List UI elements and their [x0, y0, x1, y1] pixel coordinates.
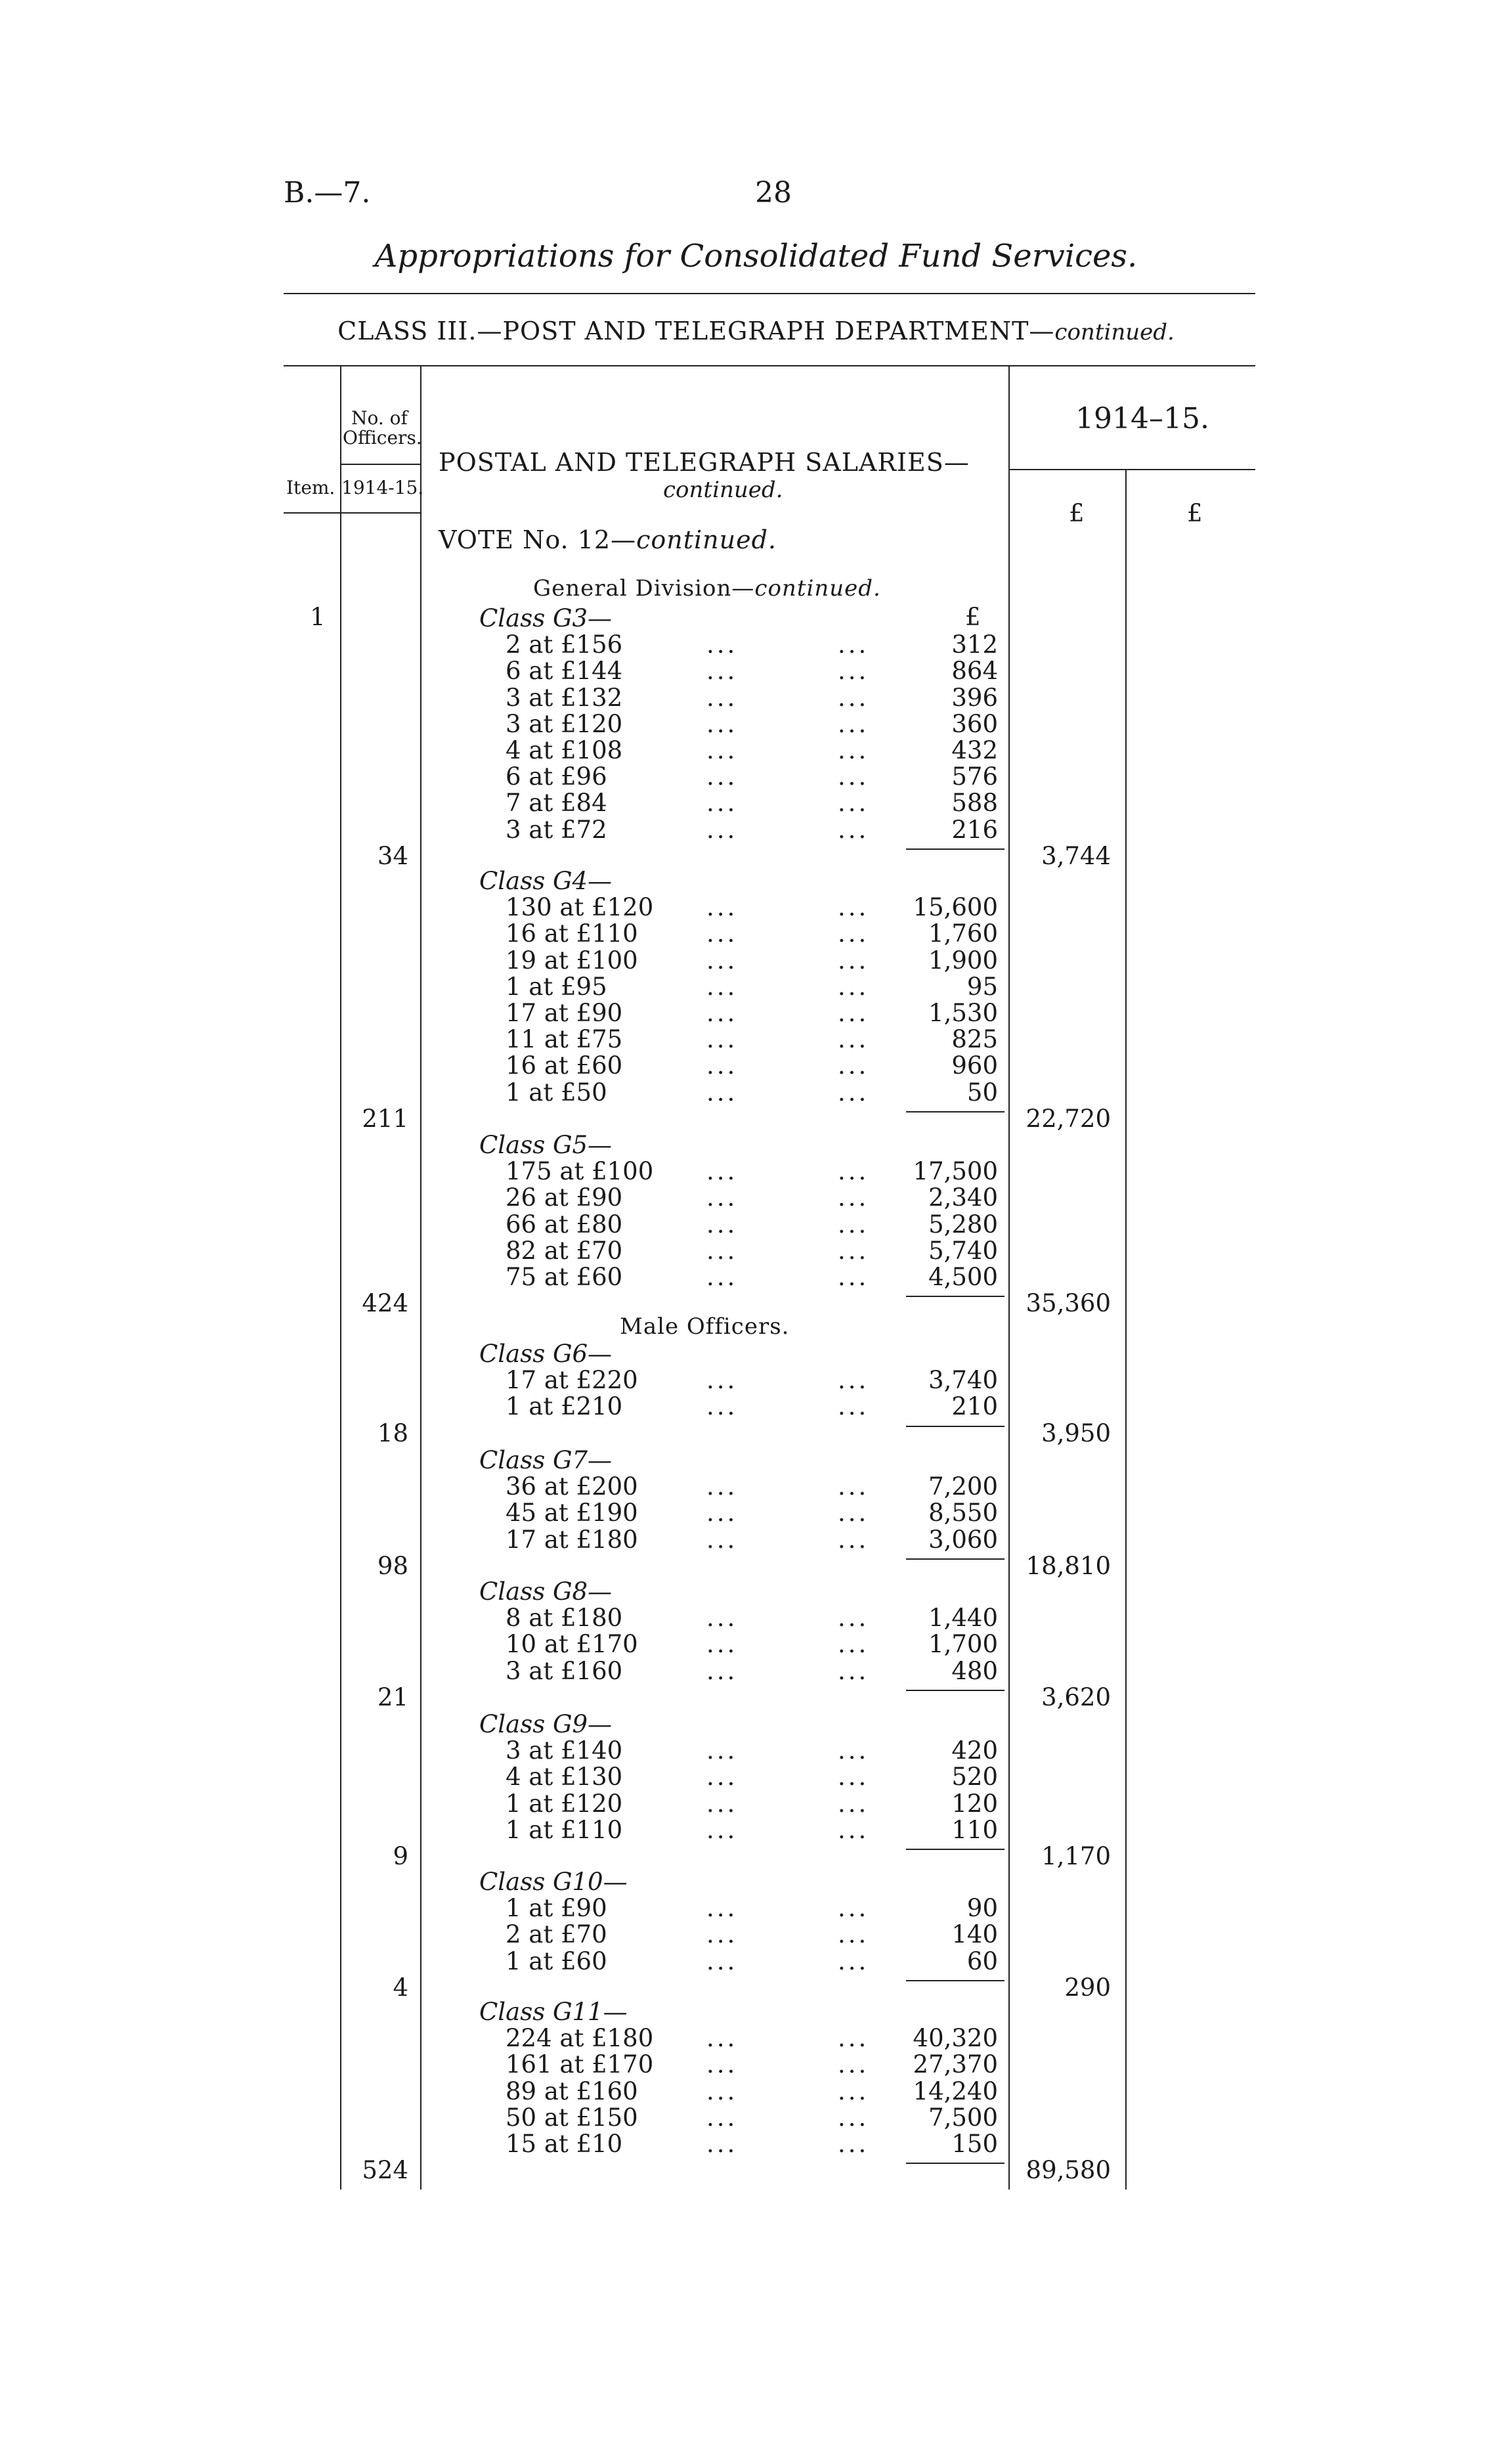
class-heading-suffix: continued. [1054, 319, 1175, 345]
rate-amount: 825 [951, 1025, 998, 1054]
rate-line: 6 at £144 [506, 657, 623, 686]
rate-line: 66 at £80 [506, 1210, 623, 1239]
subtotal-rule [906, 1849, 1004, 1850]
subtotal-rule [906, 1426, 1004, 1427]
rate-line: 3 at £72 [506, 815, 607, 844]
leader-dots: ... [838, 1025, 869, 1054]
leader-dots: ... [838, 630, 869, 659]
rate-amount: 110 [951, 1815, 998, 1844]
leader-dots: ... [706, 736, 738, 764]
rate-amount: 60 [966, 1947, 998, 1975]
amount-col-left-rule [1008, 366, 1010, 2190]
leader-dots: ... [706, 1183, 738, 1212]
rate-amount: 3,060 [928, 1525, 998, 1554]
rate-line: 11 at £75 [506, 1025, 623, 1054]
rate-amount: 210 [951, 1392, 998, 1421]
leader-dots: ... [838, 1157, 869, 1186]
leader-dots: ... [838, 2130, 869, 2158]
class-label: Class G8— [479, 1577, 613, 1606]
rate-amount: 95 [966, 972, 998, 1001]
rate-line: 161 at £170 [506, 2050, 654, 2079]
leader-dots: ... [706, 762, 738, 791]
leader-dots: ... [838, 1656, 869, 1685]
leader-dots: ... [706, 2050, 738, 2079]
leader-dots: ... [706, 1051, 738, 1080]
rate-line: 82 at £70 [506, 1236, 623, 1265]
title-rule [284, 293, 1255, 294]
rate-amount: 960 [951, 1051, 998, 1080]
page-number: 28 [755, 176, 792, 209]
leader-dots: ... [706, 946, 738, 975]
rate-line: 4 at £108 [506, 736, 623, 764]
rate-amount: 140 [951, 1920, 998, 1949]
rate-line: 175 at £100 [506, 1157, 654, 1186]
class-label: Class G10— [479, 1868, 628, 1896]
leader-dots: ... [838, 972, 869, 1001]
leader-dots: ... [706, 1789, 738, 1818]
leader-dots: ... [838, 1630, 869, 1659]
col-header-pound-1: £ [1069, 499, 1085, 527]
leader-dots: ... [838, 1210, 869, 1239]
class-label: Class G6— [479, 1340, 613, 1368]
rate-amount: 432 [951, 736, 998, 764]
rate-amount: 576 [951, 762, 998, 791]
rate-amount: 4,500 [928, 1263, 998, 1291]
male-officers-heading: Male Officers. [620, 1313, 790, 1340]
leader-dots: ... [706, 1025, 738, 1054]
subtotal-rule [906, 1690, 1004, 1691]
rate-line: 2 at £156 [506, 630, 623, 659]
rate-amount: 588 [951, 789, 998, 818]
officer-count: 21 [377, 1683, 408, 1711]
rate-line: 1 at £210 [506, 1392, 623, 1421]
rate-line: 19 at £100 [506, 946, 638, 975]
division-heading-suffix: continued. [754, 575, 881, 602]
rate-line: 3 at £160 [506, 1656, 623, 1685]
rate-amount: 2,340 [928, 1183, 998, 1212]
rate-amount: 150 [951, 2130, 998, 2158]
rate-amount: 520 [951, 1763, 998, 1792]
leader-dots: ... [838, 709, 869, 738]
officers-col-left-rule [340, 366, 341, 2190]
leader-dots: ... [706, 2024, 738, 2053]
leader-dots: ... [706, 1366, 738, 1395]
leader-dots: ... [838, 893, 869, 922]
document-reference: B.—7. [284, 176, 371, 209]
leader-dots: ... [706, 893, 738, 922]
leader-dots: ... [838, 1525, 869, 1554]
leader-dots: ... [838, 1236, 869, 1265]
table-top-rule [284, 365, 1255, 366]
col-header-item: Item. [286, 477, 335, 498]
rate-line: 130 at £120 [506, 893, 654, 922]
leader-dots: ... [706, 683, 738, 712]
leader-dots: ... [838, 2103, 869, 2132]
subtotal-rule [906, 1558, 1004, 1560]
leader-dots: ... [706, 1525, 738, 1554]
leader-dots: ... [838, 657, 869, 686]
leader-dots: ... [838, 2077, 869, 2105]
leader-dots: ... [706, 1157, 738, 1186]
leader-dots: ... [706, 657, 738, 686]
leader-dots: ... [838, 1366, 869, 1395]
leader-dots: ... [706, 1392, 738, 1421]
rate-amount: 40,320 [913, 2024, 998, 2053]
leader-dots: ... [706, 2103, 738, 2132]
rate-line: 2 at £70 [506, 1920, 607, 1949]
class-total: 35,360 [1026, 1289, 1111, 1318]
leader-dots: ... [706, 2130, 738, 2158]
leader-dots: ... [838, 919, 869, 948]
rate-line: 17 at £180 [506, 1525, 638, 1554]
item-number: 1 [310, 603, 326, 631]
leader-dots: ... [838, 815, 869, 844]
rate-line: 224 at £180 [506, 2024, 654, 2053]
leader-dots: ... [838, 1604, 869, 1633]
rate-amount: 1,700 [928, 1630, 998, 1659]
rate-amount: 15,600 [913, 893, 998, 922]
rate-line: 17 at £90 [506, 999, 623, 1027]
leader-dots: ... [706, 1263, 738, 1291]
vote-heading-main: VOTE No. 12— [439, 525, 637, 554]
rate-line: 3 at £120 [506, 709, 623, 738]
class-label: Class G5— [479, 1131, 613, 1159]
amount-col-mid-rule [1125, 470, 1127, 2190]
division-heading-main: General Division— [533, 575, 755, 602]
class-total: 18,810 [1026, 1551, 1111, 1580]
leader-dots: ... [838, 1051, 869, 1080]
rate-line: 3 at £132 [506, 683, 623, 712]
rate-line: 7 at £84 [506, 789, 607, 818]
rate-amount: 27,370 [913, 2050, 998, 2079]
col-header-officers-line1: No. of [351, 407, 408, 429]
section-title: POSTAL AND TELEGRAPH SALARIES— [439, 448, 970, 477]
rate-amount: 7,500 [928, 2103, 998, 2132]
leader-dots: ... [838, 1472, 869, 1501]
rate-amount: 17,500 [913, 1157, 998, 1186]
page-title: Appropriations for Consolidated Fund Services. [374, 238, 1138, 275]
rate-amount: 1,440 [928, 1604, 998, 1633]
leader-dots: ... [706, 2077, 738, 2105]
division-heading [533, 575, 881, 602]
officers-header-divider [340, 464, 420, 465]
leader-dots: ... [838, 1392, 869, 1421]
class-label: Class G7— [479, 1446, 613, 1474]
leader-dots: ... [838, 1815, 869, 1844]
leader-dots: ... [706, 1472, 738, 1501]
officer-count: 424 [362, 1289, 408, 1318]
leader-dots: ... [838, 1920, 869, 1949]
class-heading-main: CLASS III.—POST AND TELEGRAPH DEPARTMENT— [337, 317, 1055, 345]
leader-dots: ... [706, 1210, 738, 1239]
rate-amount: 396 [951, 683, 998, 712]
leader-dots: ... [838, 1183, 869, 1212]
leader-dots: ... [838, 1947, 869, 1975]
col-header-year: 1914–15. [1075, 402, 1209, 435]
rate-amount: 216 [951, 815, 998, 844]
subtotal-rule [906, 1296, 1004, 1297]
officer-count: 34 [377, 841, 408, 870]
col-header-pound-2: £ [1187, 499, 1203, 527]
vote-heading-suffix: continued. [636, 525, 777, 554]
rate-line: 1 at £50 [506, 1078, 607, 1107]
officer-count: 211 [362, 1104, 408, 1133]
rate-line: 26 at £90 [506, 1183, 623, 1212]
rate-line: 1 at £110 [506, 1815, 623, 1844]
class-heading [0, 317, 1512, 345]
officer-count: 98 [377, 1551, 408, 1580]
leader-dots: ... [706, 1815, 738, 1844]
leader-dots: ... [838, 683, 869, 712]
rate-line: 75 at £60 [506, 1263, 623, 1291]
header-bottom-rule [284, 512, 421, 514]
leader-dots: ... [706, 709, 738, 738]
rate-line: 50 at £150 [506, 2103, 638, 2132]
year-header-divider [1008, 469, 1255, 470]
leader-dots: ... [706, 789, 738, 818]
class-label: Class G3— [479, 604, 613, 632]
officer-count: 524 [362, 2156, 408, 2185]
leader-dots: ... [706, 1920, 738, 1949]
subtotal-rule [906, 1980, 1004, 1981]
leader-dots: ... [706, 919, 738, 948]
rate-line: 45 at £190 [506, 1499, 638, 1528]
officers-col-right-rule [420, 366, 421, 2190]
class-label: Class G9— [479, 1710, 613, 1738]
leader-dots: ... [706, 1630, 738, 1659]
rate-line: 1 at £95 [506, 972, 607, 1001]
class-total: 3,950 [1041, 1419, 1111, 1447]
rate-amount: 864 [951, 657, 998, 686]
rate-amount: 14,240 [913, 2077, 998, 2105]
rate-line: 16 at £60 [506, 1051, 623, 1080]
class-total: 290 [1064, 1973, 1111, 2002]
leader-dots: ... [706, 1736, 738, 1765]
class-label: Class G4— [479, 867, 613, 895]
class-label: Class G11— [479, 1998, 628, 2026]
leader-dots: ... [706, 972, 738, 1001]
rate-line: 1 at £120 [506, 1789, 623, 1818]
leader-dots: ... [838, 1894, 869, 1923]
rate-amount: 420 [951, 1736, 998, 1765]
rate-line: 6 at £96 [506, 762, 607, 791]
class-total: 3,744 [1041, 841, 1111, 870]
leader-dots: ... [706, 1947, 738, 1975]
leader-dots: ... [838, 762, 869, 791]
rate-line: 15 at £10 [506, 2130, 623, 2158]
rate-line: 3 at £140 [506, 1736, 623, 1765]
class-total: 1,170 [1041, 1842, 1111, 1870]
rate-line: 4 at £130 [506, 1763, 623, 1792]
rate-amount: 50 [966, 1078, 998, 1107]
rate-amount: 90 [966, 1894, 998, 1923]
rate-line: 17 at £220 [506, 1366, 638, 1395]
rate-line: 89 at £160 [506, 2077, 638, 2105]
rate-amount: 5,740 [928, 1236, 998, 1265]
leader-dots: ... [706, 999, 738, 1027]
leader-dots: ... [838, 946, 869, 975]
leader-dots: ... [838, 1078, 869, 1107]
leader-dots: ... [706, 815, 738, 844]
officer-count: 18 [377, 1419, 408, 1447]
subtotal-rule [906, 2163, 1004, 2164]
leader-dots: ... [838, 1499, 869, 1528]
rate-amount: 1,530 [928, 999, 998, 1027]
leader-dots: ... [838, 1789, 869, 1818]
leader-dots: ... [706, 630, 738, 659]
leader-dots: ... [838, 736, 869, 764]
leader-dots: ... [706, 1078, 738, 1107]
vote-heading [439, 525, 777, 554]
rate-amount: 1,900 [928, 946, 998, 975]
rate-amount: 7,200 [928, 1472, 998, 1501]
leader-dots: ... [706, 1499, 738, 1528]
leader-dots: ... [706, 1763, 738, 1792]
class-total: 89,580 [1026, 2156, 1111, 2185]
officer-count: 4 [393, 1973, 408, 2002]
leader-dots: ... [838, 2050, 869, 2079]
rate-amount: 480 [951, 1656, 998, 1685]
leader-dots: ... [838, 1763, 869, 1792]
col-header-officers-line2: Officers. [343, 427, 422, 449]
rate-line: 8 at £180 [506, 1604, 623, 1633]
rate-amount: 5,280 [928, 1210, 998, 1239]
officer-count: 9 [393, 1842, 408, 1870]
inner-pound-header: £ [965, 603, 981, 631]
rate-line: 1 at £90 [506, 1894, 607, 1923]
leader-dots: ... [706, 1894, 738, 1923]
subtotal-rule [906, 1111, 1004, 1112]
rate-amount: 8,550 [928, 1499, 998, 1528]
leader-dots: ... [706, 1604, 738, 1633]
leader-dots: ... [706, 1656, 738, 1685]
section-title-suffix: continued. [663, 477, 783, 503]
leader-dots: ... [838, 999, 869, 1027]
rate-amount: 120 [951, 1789, 998, 1818]
class-total: 3,620 [1041, 1683, 1111, 1711]
rate-line: 1 at £60 [506, 1947, 607, 1975]
leader-dots: ... [838, 2024, 869, 2053]
rate-line: 16 at £110 [506, 919, 638, 948]
class-total: 22,720 [1026, 1104, 1111, 1133]
col-header-officers-year: 1914-15. [341, 477, 424, 498]
rate-amount: 360 [951, 709, 998, 738]
rate-amount: 312 [951, 630, 998, 659]
rate-line: 10 at £170 [506, 1630, 638, 1659]
leader-dots: ... [838, 1736, 869, 1765]
rate-line: 36 at £200 [506, 1472, 638, 1501]
rate-amount: 3,740 [928, 1366, 998, 1395]
leader-dots: ... [838, 1263, 869, 1291]
leader-dots: ... [838, 789, 869, 818]
leader-dots: ... [706, 1236, 738, 1265]
rate-amount: 1,760 [928, 919, 998, 948]
subtotal-rule [906, 848, 1004, 850]
